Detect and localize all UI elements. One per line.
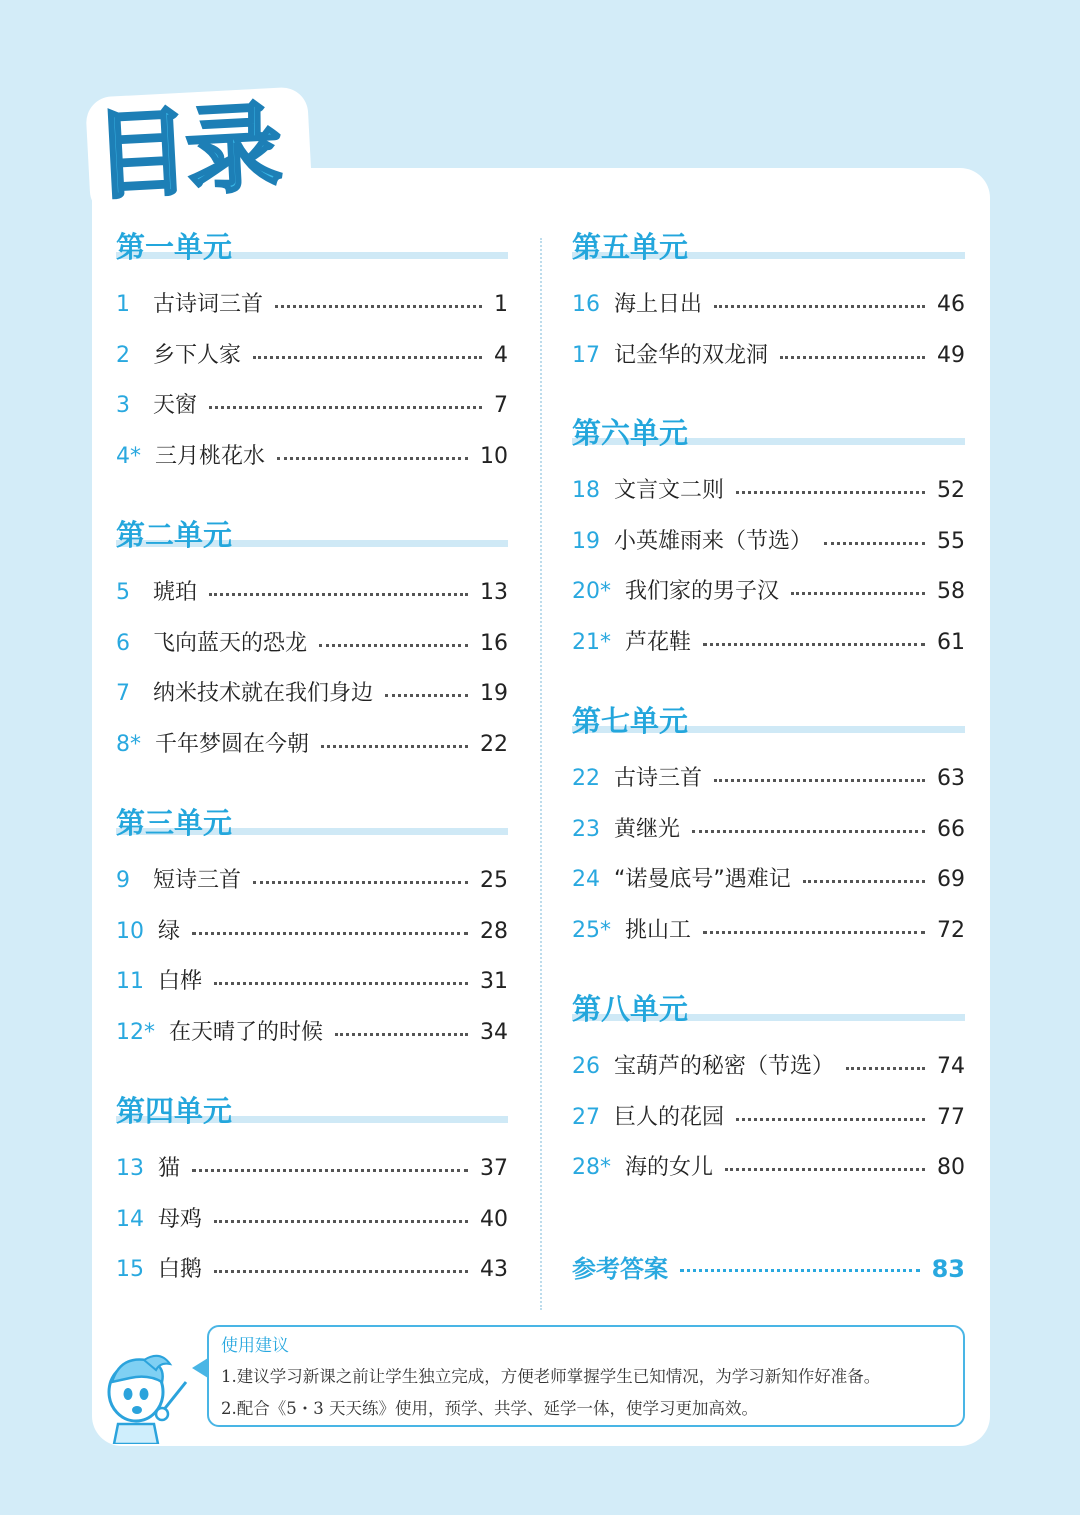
lesson-number: 26 [572,1054,600,1079]
toc-entry[interactable] [116,576,508,610]
page-number: 61 [937,629,965,655]
unit-title: 第五单元 [572,230,689,264]
tips-title: 使用建议 [221,1336,289,1356]
dot-leader [192,932,468,935]
tips-pointer [192,1358,208,1378]
toc-entry[interactable] [116,389,508,423]
lesson-title: 飞向蓝天的恐龙 [153,630,308,656]
unit-heading [572,230,965,266]
toc-entry[interactable] [116,677,508,711]
page-number: 7 [494,393,508,418]
lesson-title: 纳米技术就在我们身边 [153,681,374,706]
lesson-number: 18 [572,478,600,503]
dot-leader [385,694,468,697]
lesson-number: 13 [116,1156,144,1181]
answer-entry[interactable] [572,1252,965,1286]
lesson-title: 海上日出 [614,292,703,317]
unit-heading [116,1094,508,1130]
unit-title: 第七单元 [572,704,689,738]
dot-leader [736,491,925,494]
lesson-number: 7 [116,681,130,706]
lesson-number: 9 [116,868,130,893]
lesson-number: 16 [572,292,600,317]
lesson-number: 2 [116,342,130,368]
lesson-number: 15 [116,1257,144,1282]
page-title: 目录 [91,91,281,213]
lesson-title: 我们家的男子汉 [625,579,780,604]
page-number: 22 [480,731,508,757]
lesson-number: 1 [116,292,130,317]
usage-tips-box [207,1325,965,1427]
lesson-number: 20* [572,579,611,604]
lesson-title: 白鹅 [158,1257,203,1282]
page-number: 25 [480,868,508,893]
lesson-title: 记金华的双龙洞 [614,342,769,368]
page-number: 52 [937,478,965,503]
toc-entry[interactable] [572,339,965,373]
lesson-number: 23 [572,816,600,842]
dot-leader [703,931,925,934]
page-number: 55 [937,528,965,554]
page-number: 63 [937,766,965,791]
lesson-title: 绿 [158,918,181,944]
unit-title: 第一单元 [116,230,233,264]
toc-entry[interactable] [116,288,508,322]
dot-leader [277,457,468,460]
dot-leader [214,1270,468,1273]
tips-line-1: 1.建议学习新课之前让学生独立完成，方便老师掌握学生已知情况，为学习新知作好准备。 [221,1367,881,1386]
dot-leader [192,1169,468,1172]
lesson-title: 千年梦圆在今朝 [155,731,310,757]
dot-leader [209,593,468,596]
dot-leader [714,305,925,308]
lesson-number: 4* [116,443,141,469]
lesson-title: 巨人的花园 [614,1104,725,1130]
dot-leader [335,1033,468,1036]
toc-entry[interactable] [116,1016,508,1050]
page-number: 69 [937,867,965,892]
lesson-number: 24 [572,867,600,892]
dot-leader [321,745,468,748]
lesson-title: 海的女儿 [625,1155,714,1180]
page-number: 34 [480,1019,508,1045]
page-number: 31 [480,969,508,994]
lesson-title: 乡下人家 [153,342,242,368]
toc-entry[interactable] [572,914,965,948]
page-number: 80 [937,1155,965,1180]
lesson-title: 在天晴了的时候 [169,1019,324,1045]
lesson-title: 短诗三首 [153,868,242,893]
unit-title: 第三单元 [116,806,233,840]
lesson-title: 母鸡 [158,1206,203,1232]
dot-leader [214,982,468,985]
dot-leader [214,1220,468,1223]
page-number: 83 [931,1255,965,1283]
lesson-number: 3 [116,393,130,418]
page-number: 72 [937,917,965,943]
mascot-illustration [100,1352,192,1444]
lesson-number: 12* [116,1019,155,1045]
toc-entry[interactable] [572,813,965,847]
unit-heading [572,704,965,740]
dot-leader [824,542,925,545]
lesson-title: 天窗 [153,393,198,418]
lesson-title: 古诗三首 [614,766,703,791]
dot-leader [253,881,468,884]
toc-entry[interactable] [116,627,508,661]
toc-entry[interactable] [572,474,965,508]
toc-entry[interactable] [116,1253,508,1287]
toc-entry[interactable] [116,864,508,898]
unit-title: 第二单元 [116,518,233,552]
dot-leader [253,356,482,359]
toc-entry[interactable] [116,915,508,949]
page-number: 46 [937,292,965,317]
page-number: 16 [480,630,508,656]
dot-leader [680,1269,920,1272]
dot-leader [714,779,925,782]
page-number: 19 [480,681,508,706]
toc-entry[interactable] [116,1152,508,1186]
lesson-number: 19 [572,528,600,554]
dot-leader [209,406,482,409]
dot-leader [846,1067,925,1070]
lesson-number: 6 [116,630,130,656]
unit-title: 第六单元 [572,416,689,450]
page-number: 66 [937,816,965,842]
toc-entry[interactable] [116,965,508,999]
lesson-title: 三月桃花水 [155,443,266,469]
column-divider [540,238,542,1310]
lesson-number: 28* [572,1155,611,1180]
lesson-title: 白桦 [158,969,203,994]
dot-leader [736,1118,925,1121]
toc-entry[interactable] [572,575,965,609]
unit-heading [116,230,508,266]
lesson-title: 黄继光 [614,816,681,842]
page-number: 43 [480,1257,508,1282]
toc-entry[interactable] [572,288,965,322]
page-number: 58 [937,579,965,604]
lesson-number: 14 [116,1206,144,1232]
lesson-title: 宝葫芦的秘密（节选） [614,1054,835,1079]
toc-entry[interactable] [572,1151,965,1185]
page-number: 49 [937,342,965,368]
dot-leader [319,644,468,647]
lesson-title: 琥珀 [153,580,198,605]
unit-title: 第四单元 [116,1094,233,1128]
dot-leader [803,880,925,883]
title-badge [88,92,310,212]
lesson-title: 猫 [158,1156,181,1181]
lesson-number: 21* [572,629,611,655]
page-number: 40 [480,1206,508,1232]
page-number: 1 [494,292,508,317]
lesson-title: 芦花鞋 [625,629,692,655]
lesson-title: 古诗词三首 [153,292,264,317]
page-number: 74 [937,1054,965,1079]
dot-leader [725,1168,925,1171]
unit-heading [572,416,965,452]
lesson-number: 22 [572,766,600,791]
lesson-number: 11 [116,969,144,994]
lesson-number: 17 [572,342,600,368]
unit-heading [572,992,965,1028]
page-number: 13 [480,580,508,605]
unit-heading [116,806,508,842]
dot-leader [791,592,925,595]
toc-entry[interactable] [116,440,508,474]
lesson-title: “诺曼底号”遇难记 [614,867,791,892]
toc-entry[interactable] [572,762,965,796]
lesson-title: 挑山工 [625,917,692,943]
lesson-number: 5 [116,580,130,605]
dot-leader [780,356,925,359]
page-number: 77 [937,1104,965,1130]
page-number: 28 [480,918,508,944]
page-number: 37 [480,1156,508,1181]
lesson-title: 小英雄雨来（节选） [614,528,813,554]
toc-entry[interactable] [116,339,508,373]
toc-entry[interactable] [116,1203,508,1237]
lesson-title: 文言文二则 [614,478,725,503]
page-number: 10 [480,443,508,469]
lesson-number: 10 [116,918,144,944]
lesson-number: 25* [572,917,611,943]
unit-heading [116,518,508,554]
dot-leader [703,643,925,646]
toc-entry[interactable] [572,1101,965,1135]
toc-entry[interactable] [572,1050,965,1084]
toc-entry[interactable] [116,728,508,762]
page-number: 4 [494,342,508,368]
lesson-number: 8* [116,731,141,757]
unit-title: 第八单元 [572,992,689,1026]
dot-leader [692,830,925,833]
toc-entry[interactable] [572,626,965,660]
lesson-number: 27 [572,1104,600,1130]
dot-leader [275,305,482,308]
answer-title: 参考答案 [572,1255,668,1283]
tips-line-2: 2.配合《5・3 天天练》使用，预学、共学、延学一体，使学习更加高效。 [221,1399,758,1418]
toc-entry[interactable] [572,525,965,559]
toc-entry[interactable] [572,863,965,897]
